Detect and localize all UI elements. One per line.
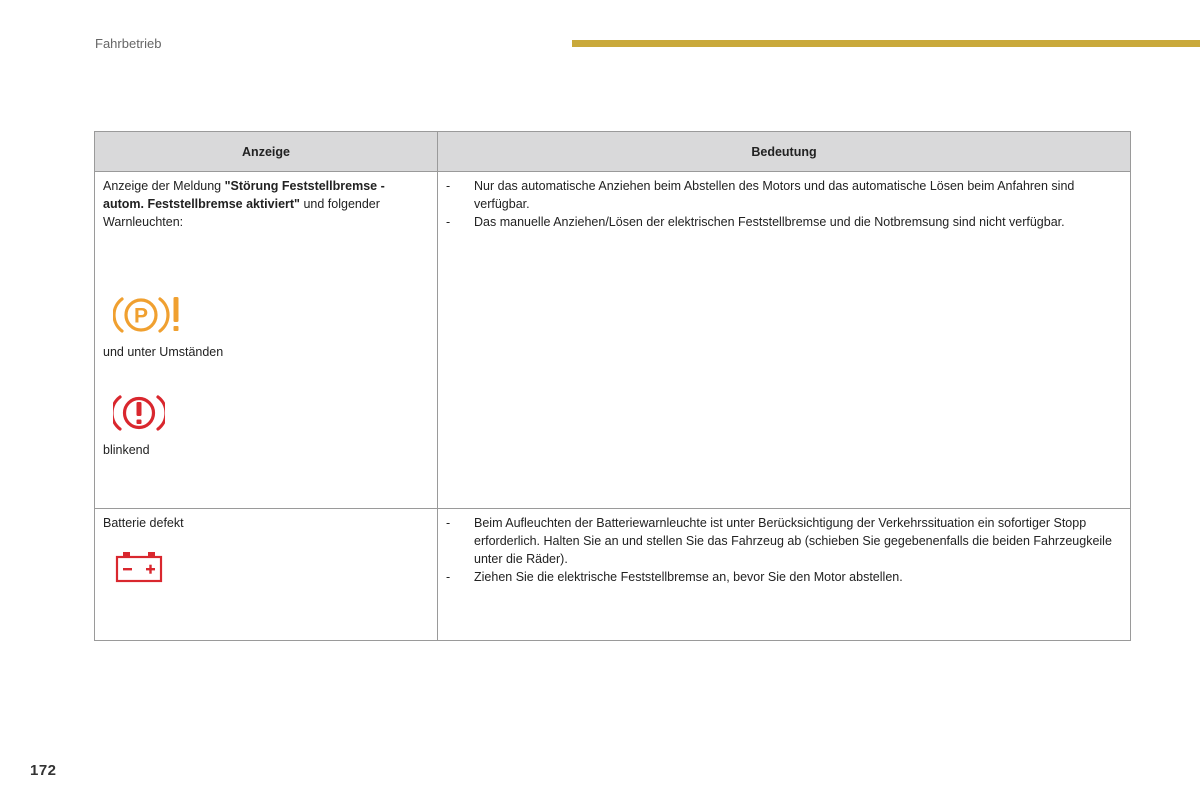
meaning-cell — [438, 509, 1131, 641]
list-item — [446, 177, 1122, 213]
meaning-text: Ziehen Sie die elektrische Feststellbremse an, bevor Sie den Motor abstellen. — [474, 570, 903, 584]
list-item — [446, 568, 1122, 586]
list-item — [446, 514, 1122, 568]
table-row — [95, 172, 1131, 509]
bullet-dash: - — [446, 215, 451, 229]
message-prefix: Anzeige der Meldung — [103, 179, 225, 193]
meaning-cell — [438, 172, 1131, 509]
meaning-text: Das manuelle Anziehen/Lösen der elektrischen Feststellbremse und die Notbremsung sind nicht verfügbar. — [474, 215, 1065, 229]
table-header-row — [95, 132, 1131, 172]
table-row — [95, 509, 1131, 641]
brake-system-warning-icon — [113, 391, 429, 441]
header-accent-bar — [572, 40, 1200, 47]
bullet-dash: - — [446, 570, 451, 584]
column-header-display: Anzeige — [95, 132, 438, 172]
section-title: Fahrbetrieb — [95, 36, 162, 51]
display-cell — [95, 172, 438, 509]
display-cell — [95, 509, 438, 641]
column-header-meaning: Bedeutung — [438, 132, 1131, 172]
page-number: 172 — [30, 762, 57, 779]
bullet-dash: - — [446, 516, 451, 530]
battery-label: Batterie defekt — [103, 516, 184, 530]
message-text: "Störung Feststellbremse - autom. Feststellbremse aktiviert" — [103, 179, 385, 211]
meaning-text: Nur das automatische Anziehen beim Abstellen des Motors und das automatische Lösen beim Anfahren sind verfügbar. — [474, 179, 1075, 211]
message-suffix: und folgender Warnleuchten: — [103, 197, 380, 229]
message-description — [103, 177, 429, 231]
parking-brake-fault-icon — [113, 291, 429, 343]
meaning-list — [446, 177, 1122, 231]
battery-warning-icon — [115, 550, 429, 590]
meaning-text: Beim Aufleuchten der Batteriewarnleuchte ist unter Berücksichtigung der Verkehrssituation ein sofortiger Stopp erforderlich. Halten Sie an und stellen Sie das Fahrzeug ab (schieben Sie gegebenenfalls die beiden Fahrzeugkeile unter die Räder). — [474, 516, 1112, 566]
svg-text:P: P — [133, 304, 149, 328]
list-item — [446, 213, 1122, 231]
between-text: und unter Umständen — [103, 345, 224, 359]
warning-table — [94, 131, 1131, 641]
blinking-text: blinkend — [103, 443, 150, 457]
meaning-list — [446, 514, 1122, 586]
bullet-dash: - — [446, 179, 451, 193]
